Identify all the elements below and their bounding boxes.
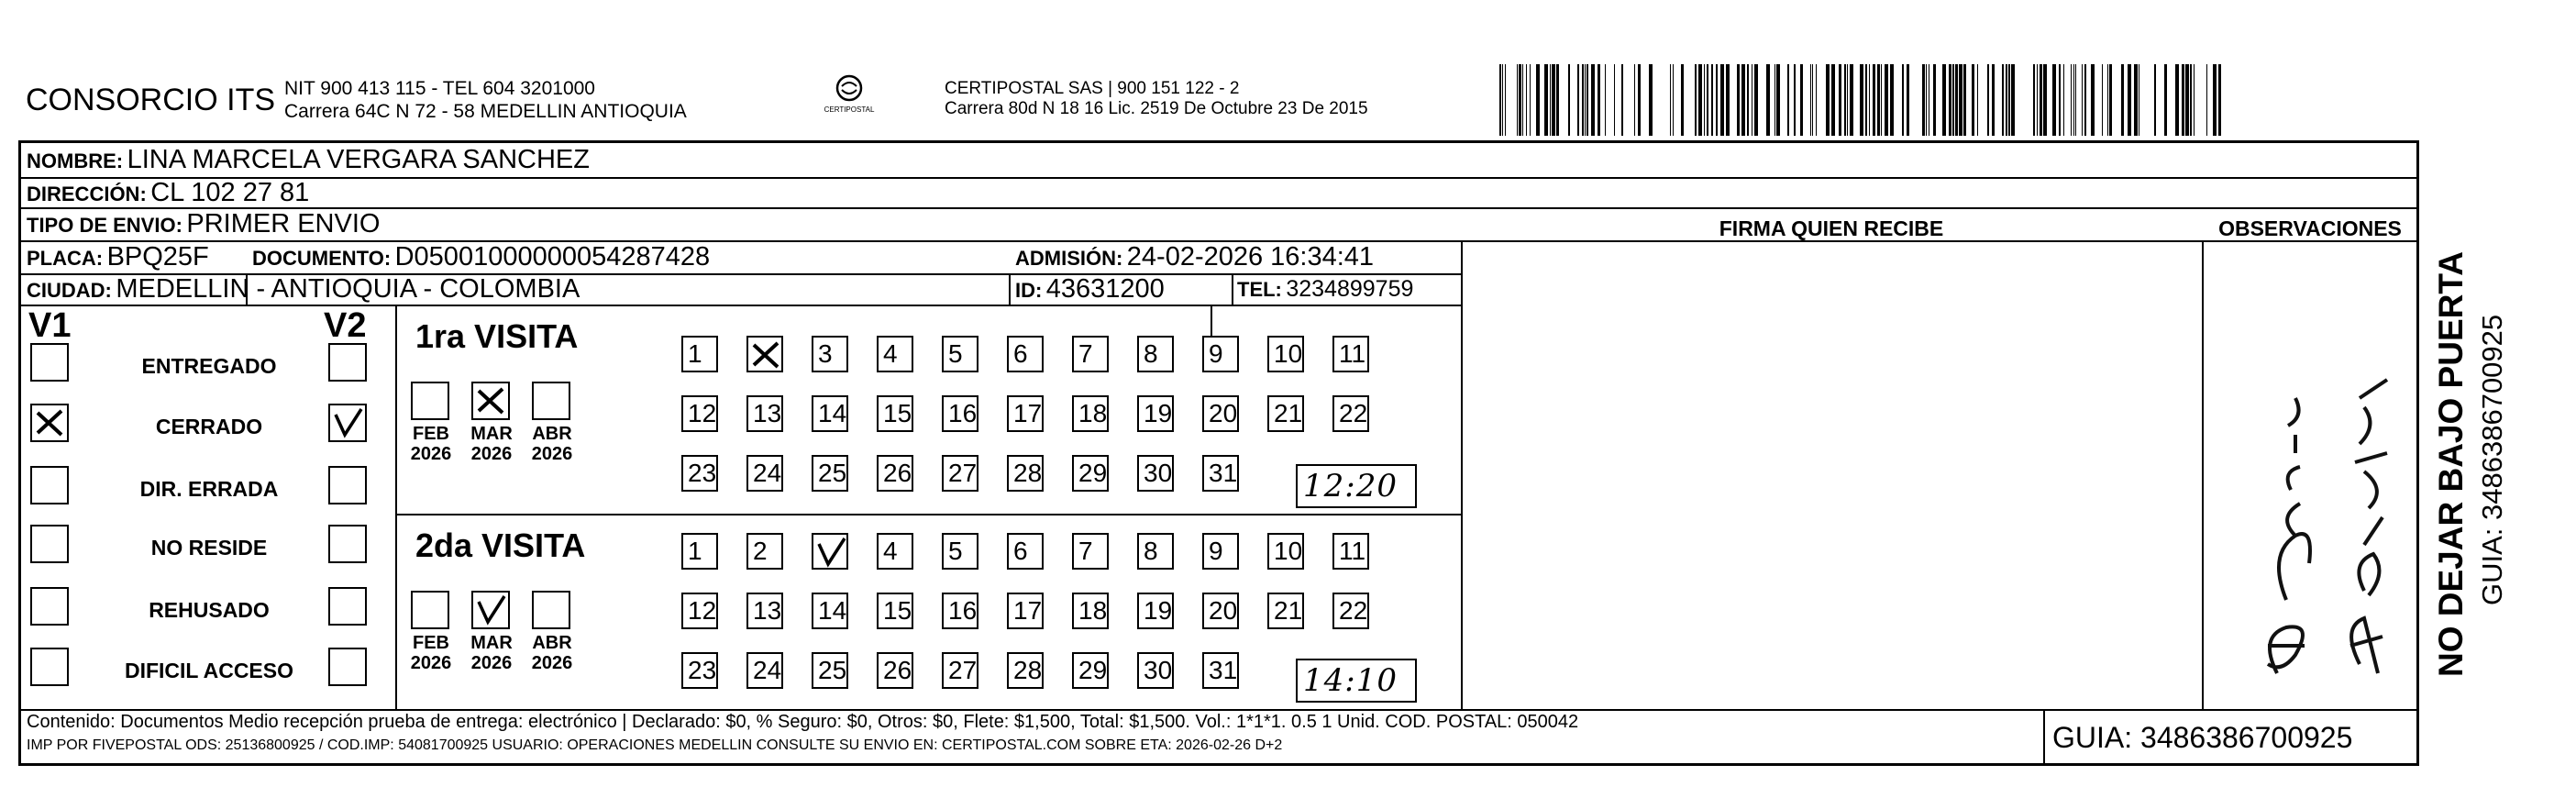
admision-value: 24-02-2026 16:34:41 bbox=[1126, 242, 1375, 272]
nombre-value: LINA MARCELA VERGARA SANCHEZ bbox=[127, 145, 590, 174]
tipo-envio-row bbox=[27, 209, 380, 239]
day-box[interactable]: 1 bbox=[681, 533, 718, 570]
day-box[interactable]: 20 bbox=[1202, 395, 1239, 432]
placa-value: BPQ25F bbox=[106, 242, 209, 272]
day-box[interactable]: 17 bbox=[1007, 593, 1044, 629]
status-label: DIFICIL ACCESO bbox=[124, 659, 293, 682]
barcode bbox=[1499, 64, 2224, 136]
day-box[interactable]: 19 bbox=[1137, 395, 1174, 432]
day-box[interactable]: 8 bbox=[1137, 533, 1174, 570]
day-box[interactable]: 2 bbox=[746, 533, 783, 570]
ciudad-label: CIUDAD: bbox=[27, 279, 112, 302]
admision-field bbox=[1015, 242, 1374, 272]
id-field bbox=[1015, 274, 1165, 305]
month-checkbox[interactable] bbox=[532, 591, 570, 629]
day-box[interactable]: 13 bbox=[746, 395, 783, 432]
day-box[interactable]: 6 bbox=[1007, 336, 1044, 372]
tipo-envio-value: PRIMER ENVIO bbox=[186, 209, 381, 238]
month-checkbox[interactable] bbox=[411, 591, 449, 629]
day-box[interactable]: 21 bbox=[1267, 593, 1304, 629]
month-checkbox[interactable] bbox=[471, 591, 510, 629]
day-box[interactable]: 18 bbox=[1072, 593, 1109, 629]
day-box[interactable]: 16 bbox=[942, 593, 978, 629]
day-box[interactable]: 29 bbox=[1072, 652, 1109, 689]
tel-label: TEL: bbox=[1237, 278, 1282, 301]
direccion-row bbox=[27, 178, 309, 208]
day-box[interactable]: 6 bbox=[1007, 533, 1044, 570]
observaciones-area bbox=[2204, 242, 2416, 709]
handwritten-note-drawing bbox=[2204, 242, 2416, 709]
day-box[interactable]: 29 bbox=[1072, 455, 1109, 492]
day-box[interactable]: 22 bbox=[1332, 593, 1369, 629]
v2-checkbox[interactable] bbox=[328, 404, 367, 442]
direccion-label: DIRECCIÓN: bbox=[27, 183, 147, 205]
certipostal-address-line: Carrera 80d N 18 16 Lic. 2519 De Octubre 23 De 2015 bbox=[945, 99, 1368, 118]
day-box[interactable]: 18 bbox=[1072, 395, 1109, 432]
month-label: ABR 2026 bbox=[531, 633, 573, 673]
status-label: ENTREGADO bbox=[141, 354, 277, 378]
tel-value: 3234899759 bbox=[1286, 276, 1414, 302]
day-box[interactable]: 13 bbox=[746, 593, 783, 629]
month-label: FEB 2026 bbox=[410, 633, 452, 673]
day-box[interactable]: 15 bbox=[877, 395, 913, 432]
day-box[interactable]: 23 bbox=[681, 455, 718, 492]
ciudad-field bbox=[27, 274, 580, 305]
v2-checkbox[interactable] bbox=[328, 525, 367, 563]
day-box[interactable]: 5 bbox=[942, 533, 978, 570]
first-visit-time-box bbox=[1296, 464, 1417, 508]
v2-checkbox[interactable] bbox=[328, 343, 367, 382]
company-name: CONSORCIO ITS bbox=[26, 83, 276, 117]
day-box[interactable]: 25 bbox=[812, 652, 848, 689]
day-box[interactable]: 24 bbox=[746, 455, 783, 492]
status-label: CERRADO bbox=[155, 415, 263, 438]
day-box[interactable]: 17 bbox=[1007, 395, 1044, 432]
day-box[interactable]: 10 bbox=[1267, 533, 1304, 570]
observaciones-label: OBSERVACIONES bbox=[2218, 216, 2402, 240]
day-box[interactable]: 12 bbox=[681, 395, 718, 432]
tipo-envio-label: TIPO DE ENVIO: bbox=[27, 214, 182, 237]
day-box[interactable]: 26 bbox=[877, 455, 913, 492]
firma-label: FIRMA QUIEN RECIBE bbox=[1719, 216, 1944, 240]
day-box[interactable]: 5 bbox=[942, 336, 978, 372]
documento-field bbox=[252, 242, 710, 272]
footer-content-line: Contenido: Documentos Medio recepción prueba de entrega: electrónico | Declarado: $0, % Seguro: $0, Otros: $0, Flete: $1,500, Total: $1,500. Vol.: 1*1*1. 0.5 1 Unid. COD. POSTAL: 050042 bbox=[27, 712, 1579, 732]
guia-box: GUIA: 3486386700925 bbox=[2052, 721, 2353, 754]
id-value: 43631200 bbox=[1045, 274, 1165, 304]
month-label: ABR 2026 bbox=[531, 424, 573, 464]
day-box[interactable]: 24 bbox=[746, 652, 783, 689]
month-label: MAR 2026 bbox=[470, 633, 513, 673]
day-box[interactable]: 15 bbox=[877, 593, 913, 629]
no-dejar-warning: NO DEJAR BAJO PUERTA bbox=[2432, 251, 2470, 677]
day-box[interactable]: 27 bbox=[942, 652, 978, 689]
v1-checkbox[interactable] bbox=[30, 587, 69, 626]
day-box[interactable]: 16 bbox=[942, 395, 978, 432]
v2-checkbox[interactable] bbox=[328, 587, 367, 626]
admision-label: ADMISIÓN: bbox=[1015, 247, 1123, 270]
day-box[interactable]: 7 bbox=[1072, 533, 1109, 570]
day-box[interactable]: 25 bbox=[812, 455, 848, 492]
day-box[interactable]: 1 bbox=[681, 336, 718, 372]
certipostal-name-line: CERTIPOSTAL SAS | 900 151 122 - 2 bbox=[945, 79, 1240, 98]
day-box[interactable]: 4 bbox=[877, 533, 913, 570]
documento-label: DOCUMENTO: bbox=[252, 247, 392, 270]
v1-checkbox[interactable] bbox=[30, 466, 69, 504]
status-label: NO RESIDE bbox=[150, 536, 268, 560]
direccion-value: CL 102 27 81 bbox=[150, 178, 310, 207]
nombre-label: NOMBRE: bbox=[27, 150, 124, 172]
day-box[interactable]: 7 bbox=[1072, 336, 1109, 372]
documento-value: D05001000000054287428 bbox=[394, 242, 711, 272]
v1-label: V1 bbox=[28, 306, 72, 345]
day-box[interactable]: 11 bbox=[1332, 533, 1369, 570]
day-box[interactable]: 12 bbox=[681, 593, 718, 629]
side-guia: GUIA: 3486386700925 bbox=[2476, 314, 2508, 605]
footer-print-line: IMP POR FIVEPOSTAL ODS: 25136800925 / COD.IMP: 54081700925 USUARIO: OPERACIONES MEDELLIN CONSULTE SU ENVIO EN: CERTIPOSTAL.COM SOBRE ETA: 2026-02-26 D+2 bbox=[27, 737, 1283, 753]
month-label: FEB 2026 bbox=[410, 424, 452, 464]
logo-text: CERTIPOSTAL bbox=[824, 105, 875, 114]
second-visit-time: 14:10 bbox=[1303, 662, 1398, 699]
tel-field bbox=[1237, 276, 1413, 303]
company-nit-block bbox=[284, 77, 687, 123]
placa-label: PLACA: bbox=[27, 247, 104, 270]
day-box[interactable] bbox=[812, 533, 848, 570]
first-visit-time: 12:20 bbox=[1303, 468, 1398, 504]
v2-checkbox[interactable] bbox=[328, 466, 367, 504]
month-checkbox[interactable] bbox=[411, 382, 449, 420]
day-box[interactable]: 14 bbox=[812, 593, 848, 629]
shipping-form bbox=[18, 140, 2419, 766]
month-checkbox[interactable] bbox=[471, 382, 510, 420]
company-address-line: Carrera 64C N 72 - 58 MEDELLIN ANTIOQUIA bbox=[284, 101, 687, 122]
day-box[interactable] bbox=[746, 336, 783, 372]
v1-checkbox[interactable] bbox=[30, 343, 69, 382]
v2-label: V2 bbox=[324, 306, 367, 345]
certipostal-logo bbox=[824, 73, 875, 119]
first-visit-title: 1ra VISITA bbox=[415, 317, 579, 355]
ciudad-value: MEDELLIN - ANTIOQUIA - COLOMBIA bbox=[116, 274, 580, 304]
day-box[interactable]: 19 bbox=[1137, 593, 1174, 629]
day-box[interactable]: 30 bbox=[1137, 652, 1174, 689]
day-box[interactable]: 27 bbox=[942, 455, 978, 492]
second-visit-time-box bbox=[1296, 659, 1417, 703]
day-box[interactable]: 23 bbox=[681, 652, 718, 689]
day-box[interactable]: 14 bbox=[812, 395, 848, 432]
status-label: DIR. ERRADA bbox=[139, 477, 279, 501]
id-label: ID: bbox=[1015, 279, 1043, 302]
day-box[interactable]: 20 bbox=[1202, 593, 1239, 629]
day-box[interactable]: 28 bbox=[1007, 455, 1044, 492]
day-box[interactable]: 31 bbox=[1202, 652, 1239, 689]
nombre-row bbox=[27, 145, 590, 175]
day-box[interactable]: 3 bbox=[812, 336, 848, 372]
certipostal-block bbox=[945, 79, 1368, 119]
v1-checkbox[interactable] bbox=[30, 525, 69, 563]
month-label: MAR 2026 bbox=[470, 424, 513, 464]
v2-checkbox[interactable] bbox=[328, 648, 367, 686]
day-box[interactable]: 9 bbox=[1202, 336, 1239, 372]
status-label: REHUSADO bbox=[149, 598, 270, 622]
second-visit-title: 2da VISITA bbox=[415, 526, 586, 564]
day-box[interactable]: 21 bbox=[1267, 395, 1304, 432]
company-nit-line: NIT 900 413 115 - TEL 604 3201000 bbox=[284, 78, 595, 99]
day-box[interactable]: 22 bbox=[1332, 395, 1369, 432]
day-box[interactable]: 28 bbox=[1007, 652, 1044, 689]
v1-checkbox[interactable] bbox=[30, 404, 69, 442]
day-box[interactable]: 30 bbox=[1137, 455, 1174, 492]
day-box[interactable]: 31 bbox=[1202, 455, 1239, 492]
day-box[interactable]: 4 bbox=[877, 336, 913, 372]
v1-checkbox[interactable] bbox=[30, 648, 69, 686]
day-box[interactable]: 11 bbox=[1332, 336, 1369, 372]
placa-field bbox=[27, 242, 209, 272]
day-box[interactable]: 10 bbox=[1267, 336, 1304, 372]
month-checkbox[interactable] bbox=[532, 382, 570, 420]
day-box[interactable]: 9 bbox=[1202, 533, 1239, 570]
day-box[interactable]: 8 bbox=[1137, 336, 1174, 372]
day-box[interactable]: 26 bbox=[877, 652, 913, 689]
